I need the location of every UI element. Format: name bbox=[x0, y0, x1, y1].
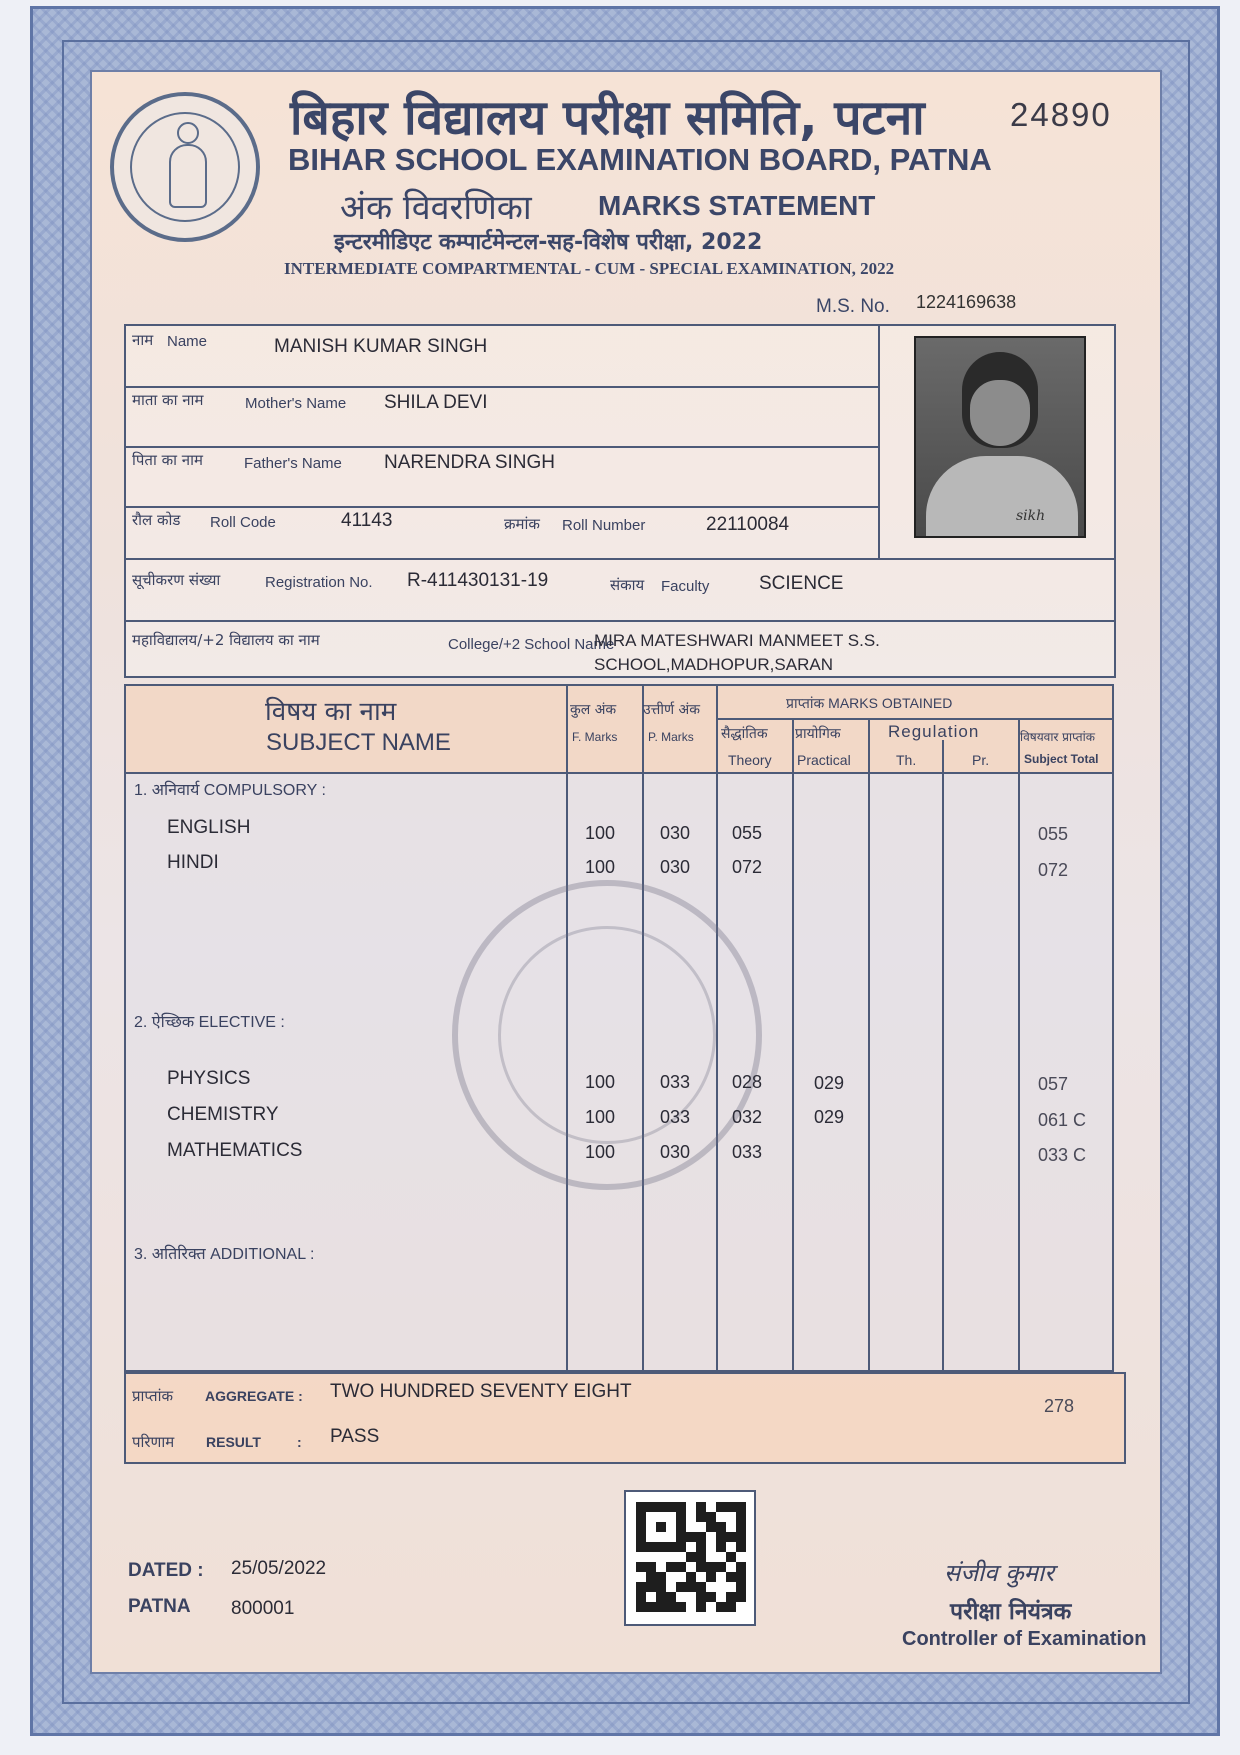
mother-name: SHILA DEVI bbox=[384, 392, 488, 413]
faculty-label-english: Faculty bbox=[661, 578, 710, 595]
regulation-theory-header: Th. bbox=[896, 752, 917, 768]
result-label-english: RESULT bbox=[206, 1434, 261, 1450]
place-code: 800001 bbox=[231, 1598, 295, 1619]
photo-face bbox=[970, 380, 1030, 446]
theory-header-hindi: सैद्धांतिक bbox=[721, 726, 768, 742]
row-divider bbox=[126, 446, 878, 448]
ms-number-value: 1224169638 bbox=[916, 292, 1017, 312]
photo-signature: sikh bbox=[1016, 508, 1046, 524]
father-name: NARENDRA SINGH bbox=[384, 452, 556, 473]
dated-value: 25/05/2022 bbox=[231, 1558, 327, 1579]
col-divider bbox=[868, 718, 870, 1372]
aggregate-label-hindi: प्राप्तांक bbox=[132, 1387, 173, 1405]
controller-title-hindi: परीक्षा नियंत्रक bbox=[950, 1599, 1072, 1625]
result-value: PASS bbox=[330, 1426, 380, 1447]
practical-header-hindi: प्रायोगिक bbox=[795, 726, 841, 742]
document-title-english: MARKS STATEMENT bbox=[598, 190, 876, 221]
header-divider bbox=[126, 772, 1112, 774]
elective-section-label: 2. ऐच्छिक ELECTIVE : bbox=[134, 1014, 285, 1031]
marks-obtained-header: प्राप्तांक MARKS OBTAINED bbox=[786, 695, 953, 711]
full-marks: 100 bbox=[585, 857, 616, 877]
row-divider bbox=[126, 506, 878, 508]
subject-name: CHEMISTRY bbox=[167, 1104, 279, 1125]
roll-number: 22110084 bbox=[706, 514, 790, 535]
pass-marks: 033 bbox=[660, 1072, 691, 1092]
pass-marks: 030 bbox=[660, 857, 691, 877]
faculty: SCIENCE bbox=[759, 573, 844, 594]
pass-marks: 033 bbox=[660, 1107, 691, 1127]
college-name-line1: MIRA MATESHWARI MANMEET S.S. bbox=[594, 631, 880, 650]
registration-number: R-411430131-19 bbox=[407, 570, 549, 591]
full-marks-header-english: F. Marks bbox=[572, 730, 618, 744]
college-label-english: College/+2 School Name bbox=[448, 636, 615, 653]
subject-total: 033 C bbox=[1038, 1145, 1087, 1165]
subject-total-header-hindi: विषयवार प्राप्तांक bbox=[1020, 730, 1095, 744]
board-emblem-icon bbox=[110, 92, 260, 242]
full-marks-header-hindi: कुल अंक bbox=[570, 702, 617, 718]
exam-name-english: INTERMEDIATE COMPARTMENTAL - CUM - SPECIAL EXAMINATION, 2022 bbox=[284, 259, 895, 278]
roll-number-label-english: Roll Number bbox=[562, 517, 646, 534]
registration-label-hindi: सूचीकरण संख्या bbox=[132, 571, 221, 589]
subject-name: PHYSICS bbox=[167, 1068, 251, 1089]
subject-total: 057 bbox=[1038, 1074, 1069, 1094]
place-label: PATNA bbox=[128, 1596, 191, 1617]
student-photo bbox=[914, 336, 1086, 538]
controller-title-english: Controller of Examination bbox=[902, 1628, 1147, 1650]
pass-marks-header-hindi: उत्तीर्ण अंक bbox=[643, 702, 700, 718]
father-label-english: Father's Name bbox=[244, 455, 342, 472]
ms-number-label: M.S. No. bbox=[816, 296, 890, 317]
photo-shoulders bbox=[926, 456, 1078, 538]
roll-code-label-english: Roll Code bbox=[210, 514, 276, 531]
col-divider bbox=[942, 740, 944, 1372]
theory-marks: 055 bbox=[732, 823, 763, 843]
obtained-divider bbox=[716, 718, 1112, 720]
full-marks: 100 bbox=[585, 1142, 616, 1162]
board-title-english: BIHAR SCHOOL EXAMINATION BOARD, PATNA bbox=[288, 142, 992, 177]
theory-header-english: Theory bbox=[728, 752, 772, 768]
mother-label-english: Mother's Name bbox=[245, 395, 347, 412]
row-divider bbox=[126, 386, 878, 388]
document-title-hindi: अंक विवरणिका bbox=[340, 188, 532, 228]
pass-marks: 030 bbox=[660, 823, 691, 843]
photo-divider bbox=[878, 326, 880, 558]
roll-code: 41143 bbox=[341, 510, 393, 531]
college-name-line2: SCHOOL,MADHOPUR,SARAN bbox=[594, 655, 833, 674]
regulation-practical-header: Pr. bbox=[972, 752, 990, 768]
college-label-hindi: महाविद्यालय/+2 विद्यालय का नाम bbox=[132, 631, 320, 649]
roll-number-label-hindi: क्रमांक bbox=[504, 515, 540, 533]
subject-header-english: SUBJECT NAME bbox=[266, 729, 451, 756]
registration-label-english: Registration No. bbox=[265, 574, 373, 591]
emblem-figure-body bbox=[169, 144, 207, 208]
dated-label: DATED : bbox=[128, 1560, 204, 1581]
aggregate-in-words: TWO HUNDRED SEVENTY EIGHT bbox=[330, 1381, 632, 1402]
col-divider bbox=[1018, 718, 1020, 1372]
aggregate-label-english: AGGREGATE : bbox=[205, 1388, 303, 1404]
practical-marks: 029 bbox=[814, 1073, 845, 1093]
subject-total: 055 bbox=[1038, 824, 1069, 844]
full-marks: 100 bbox=[585, 1107, 616, 1127]
roll-code-label-hindi: रौल कोड bbox=[132, 511, 181, 529]
theory-marks: 072 bbox=[732, 857, 763, 877]
subject-name: ENGLISH bbox=[167, 817, 251, 838]
subject-total: 061 C bbox=[1038, 1110, 1087, 1130]
pass-marks: 030 bbox=[660, 1142, 691, 1162]
result-label-hindi: परिणाम bbox=[132, 1433, 175, 1451]
result-colon: : bbox=[297, 1434, 302, 1450]
theory-marks: 028 bbox=[732, 1072, 763, 1092]
subject-total-header-english: Subject Total bbox=[1024, 752, 1099, 766]
controller-signature: संजीव कुमार bbox=[944, 1559, 1055, 1587]
regulation-header: Regulation bbox=[888, 722, 980, 741]
subject-total: 072 bbox=[1038, 860, 1069, 880]
serial-number: 24890 bbox=[1010, 96, 1112, 133]
subject-name: MATHEMATICS bbox=[167, 1140, 303, 1161]
full-marks: 100 bbox=[585, 823, 616, 843]
aggregate-total: 278 bbox=[1044, 1396, 1075, 1416]
practical-marks: 029 bbox=[814, 1107, 845, 1127]
faculty-label-hindi: संकाय bbox=[610, 576, 645, 594]
subject-name: HINDI bbox=[167, 852, 219, 873]
row-divider bbox=[126, 620, 1114, 622]
qr-code-pattern bbox=[636, 1502, 746, 1614]
practical-header-english: Practical bbox=[797, 752, 851, 768]
col-divider bbox=[792, 718, 794, 1372]
compulsory-section-label: 1. अनिवार्य COMPULSORY : bbox=[134, 782, 326, 799]
subject-header-hindi: विषय का नाम bbox=[265, 697, 397, 727]
mother-label-hindi: माता का नाम bbox=[132, 391, 204, 409]
father-label-hindi: पिता का नाम bbox=[132, 451, 203, 469]
student-name: MANISH KUMAR SINGH bbox=[274, 336, 488, 357]
qr-code-icon bbox=[624, 1490, 756, 1626]
full-marks: 100 bbox=[585, 1072, 616, 1092]
pass-marks-header-english: P. Marks bbox=[648, 730, 694, 744]
theory-marks: 032 bbox=[732, 1107, 763, 1127]
name-label-hindi: नाम bbox=[132, 331, 154, 349]
name-label-english: Name bbox=[167, 333, 208, 350]
board-title-hindi: बिहार विद्यालय परीक्षा समिति, पटना bbox=[290, 90, 925, 146]
row-divider bbox=[126, 558, 1114, 560]
additional-section-label: 3. अतिरिक्त ADDITIONAL : bbox=[134, 1246, 315, 1263]
theory-marks: 033 bbox=[732, 1142, 763, 1162]
exam-name-hindi: इन्टरमीडिएट कम्पार्टमेन्टल-सह-विशेष परीक्षा, 2022 bbox=[334, 230, 763, 255]
emblem-figure-head bbox=[177, 122, 199, 144]
